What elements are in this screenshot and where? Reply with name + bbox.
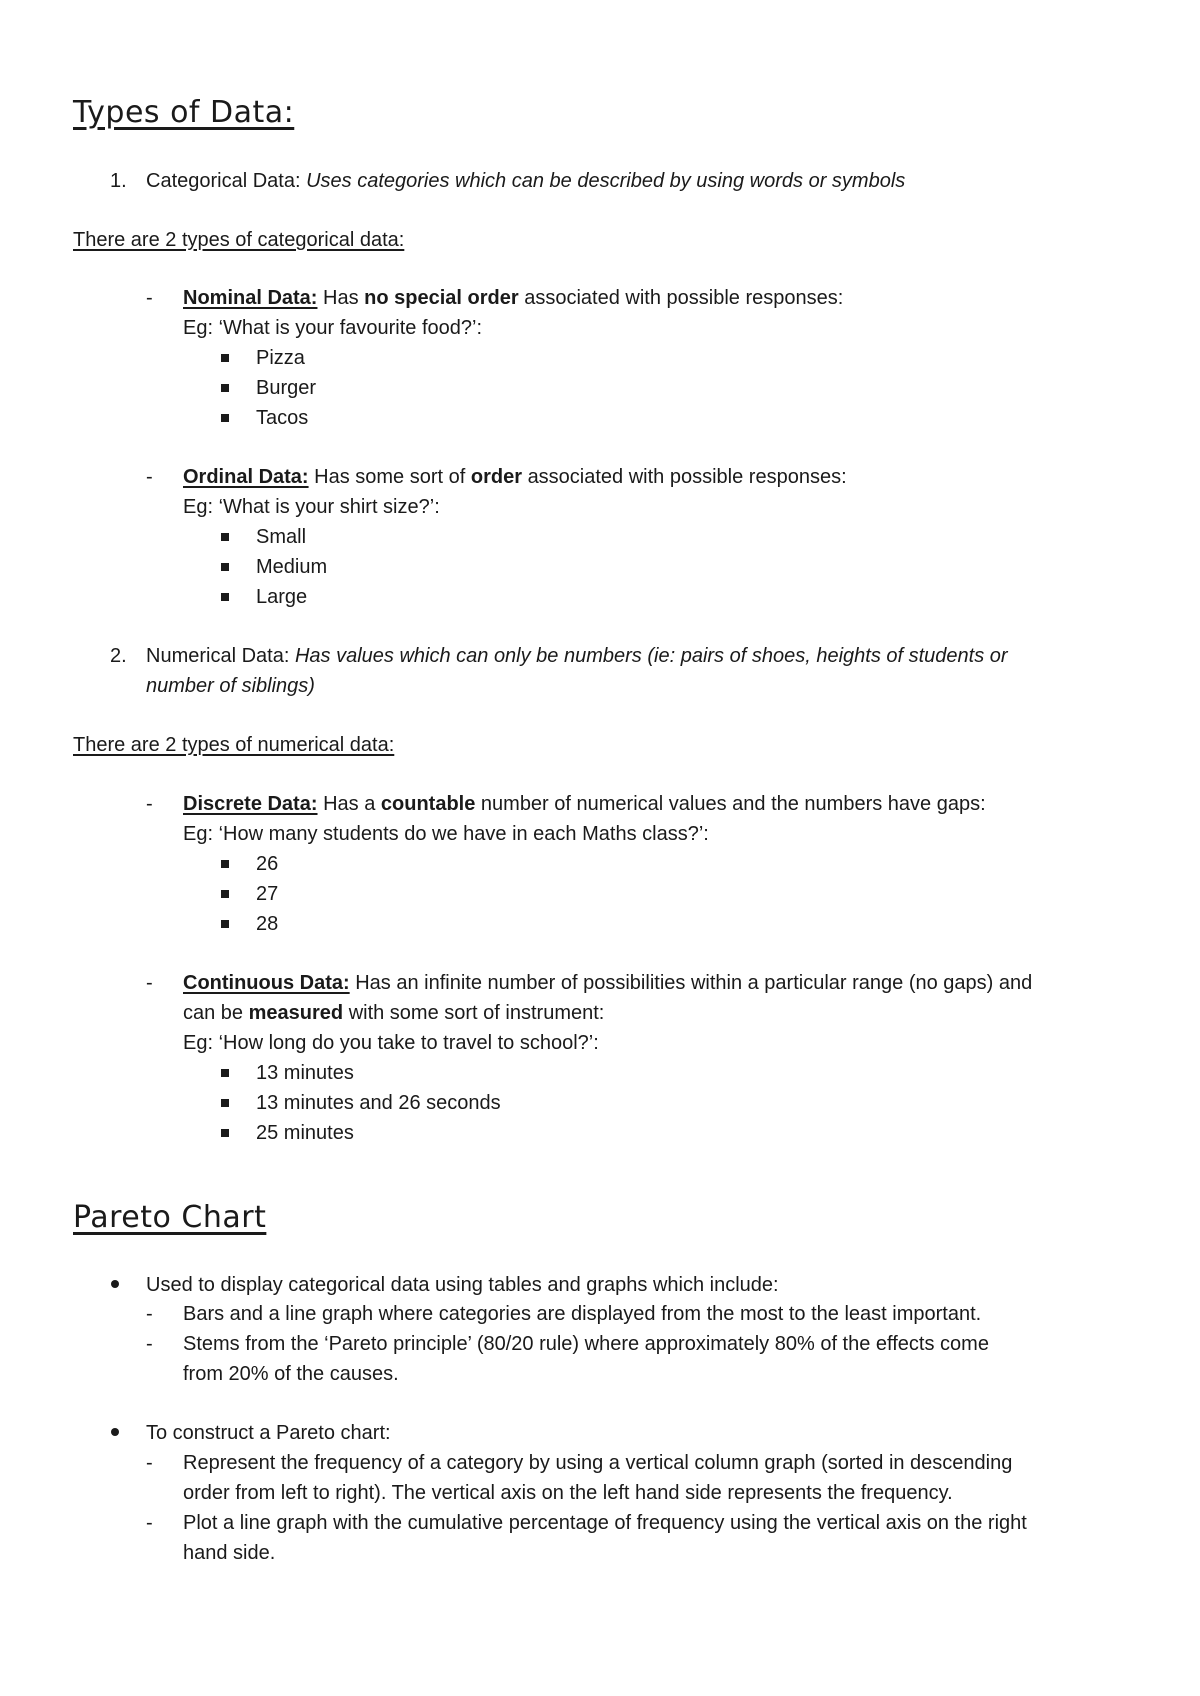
categorical-desc: Uses categories which can be described by using words or symbols	[306, 170, 906, 192]
list-number-1: 1.	[110, 170, 127, 192]
ordinal-option: Large	[256, 586, 308, 608]
dash-marker: -	[146, 793, 153, 815]
square-bullet-icon	[221, 920, 229, 928]
continuous-line-2a: can be	[183, 1002, 244, 1024]
square-bullet-icon	[221, 890, 229, 898]
continuous-bold: measured	[248, 1002, 344, 1024]
discrete-text-b: number of numerical values and the numbers have gaps:	[480, 793, 986, 815]
nominal-example: Eg: ‘What is your favourite food?’:	[183, 317, 483, 339]
nominal-option: Tacos	[256, 407, 309, 429]
pareto-sub-item-cont: hand side.	[183, 1542, 276, 1564]
discrete-option: 26	[256, 853, 279, 875]
continuous-term: Continuous Data:	[183, 972, 350, 994]
heading-pareto-chart: Pareto Chart	[73, 1200, 267, 1235]
pareto-sub-item-cont: order from left to right). The vertical axis on the left hand side represents the frequency.	[183, 1482, 953, 1504]
discrete-option: 27	[256, 883, 279, 905]
ordinal-option: Small	[256, 526, 307, 548]
numerical-intro: There are 2 types of numerical data:	[73, 734, 395, 756]
ordinal-data-item	[183, 462, 847, 492]
pareto-bullet-2: To construct a Pareto chart:	[146, 1422, 391, 1444]
nominal-term: Nominal Data:	[183, 287, 318, 309]
dash-marker: -	[146, 1452, 153, 1474]
continuous-line-2b: with some sort of instrument:	[348, 1002, 605, 1024]
square-bullet-icon	[221, 1069, 229, 1077]
numerical-desc-1: Has values which can only be numbers (ie: pairs of shoes, heights of students or	[294, 645, 1008, 667]
discrete-term: Discrete Data:	[183, 793, 318, 815]
pareto-sub-item: Bars and a line graph where categories are displayed from the most to the least important.	[183, 1303, 982, 1325]
pareto-sub-item: Represent the frequency of a category by using a vertical column graph (sorted in descending	[183, 1452, 1013, 1474]
nominal-option: Burger	[256, 377, 317, 399]
square-bullet-icon	[221, 860, 229, 868]
discrete-example: Eg: ‘How many students do we have in each Maths class?’:	[183, 823, 709, 845]
pareto-bullet-1: Used to display categorical data using tables and graphs which include:	[146, 1274, 779, 1296]
continuous-line-2	[183, 998, 604, 1028]
categorical-data-item	[146, 166, 905, 196]
numerical-data-item	[146, 641, 1008, 671]
discrete-bold: countable	[380, 793, 476, 815]
ordinal-text-b: associated with possible responses:	[527, 466, 847, 488]
discrete-option: 28	[256, 913, 279, 935]
round-bullet-icon	[111, 1428, 119, 1436]
dash-marker: -	[146, 1512, 153, 1534]
nominal-bold: no special order	[364, 287, 519, 309]
numerical-label: Numerical Data:	[146, 645, 290, 667]
pareto-sub-item-cont: from 20% of the causes.	[183, 1363, 399, 1385]
dash-marker: -	[146, 972, 153, 994]
square-bullet-icon	[221, 384, 229, 392]
continuous-option: 13 minutes	[256, 1062, 354, 1084]
pareto-sub-item: Stems from the ‘Pareto principle’ (80/20 rule) where approximately 80% of the effects come	[183, 1333, 989, 1355]
nominal-text-a: Has	[323, 287, 359, 309]
square-bullet-icon	[221, 593, 229, 601]
nominal-data-item	[183, 283, 843, 313]
ordinal-bold: order	[470, 466, 522, 488]
heading-types-of-data: Types of Data:	[73, 95, 295, 130]
ordinal-option: Medium	[256, 556, 328, 578]
list-number-2: 2.	[110, 645, 127, 667]
square-bullet-icon	[221, 414, 229, 422]
numerical-desc-2: number of siblings)	[146, 675, 315, 697]
ordinal-text-a: Has some sort of	[314, 466, 466, 488]
discrete-text-a: Has a	[323, 793, 376, 815]
continuous-example: Eg: ‘How long do you take to travel to school?’:	[183, 1032, 599, 1054]
square-bullet-icon	[221, 1129, 229, 1137]
dash-marker: -	[146, 466, 153, 488]
nominal-option: Pizza	[256, 347, 305, 369]
square-bullet-icon	[221, 354, 229, 362]
categorical-label: Categorical Data:	[146, 170, 301, 192]
ordinal-term: Ordinal Data:	[183, 466, 309, 488]
square-bullet-icon	[221, 563, 229, 571]
dash-marker: -	[146, 1303, 153, 1325]
square-bullet-icon	[221, 1099, 229, 1107]
nominal-text-b: associated with possible responses:	[524, 287, 844, 309]
dash-marker: -	[146, 287, 153, 309]
dash-marker: -	[146, 1333, 153, 1355]
continuous-option: 13 minutes and 26 seconds	[256, 1092, 501, 1114]
categorical-intro: There are 2 types of categorical data:	[73, 229, 405, 251]
continuous-data-item	[183, 968, 1032, 998]
ordinal-example: Eg: ‘What is your shirt size?’:	[183, 496, 440, 518]
pareto-sub-item: Plot a line graph with the cumulative percentage of frequency using the vertical axis on the right	[183, 1512, 1027, 1534]
square-bullet-icon	[221, 533, 229, 541]
discrete-data-item	[183, 789, 986, 819]
continuous-option: 25 minutes	[256, 1122, 354, 1144]
continuous-line-1: Has an infinite number of possibilities within a particular range (no gaps) and	[355, 972, 1033, 994]
round-bullet-icon	[111, 1280, 119, 1288]
